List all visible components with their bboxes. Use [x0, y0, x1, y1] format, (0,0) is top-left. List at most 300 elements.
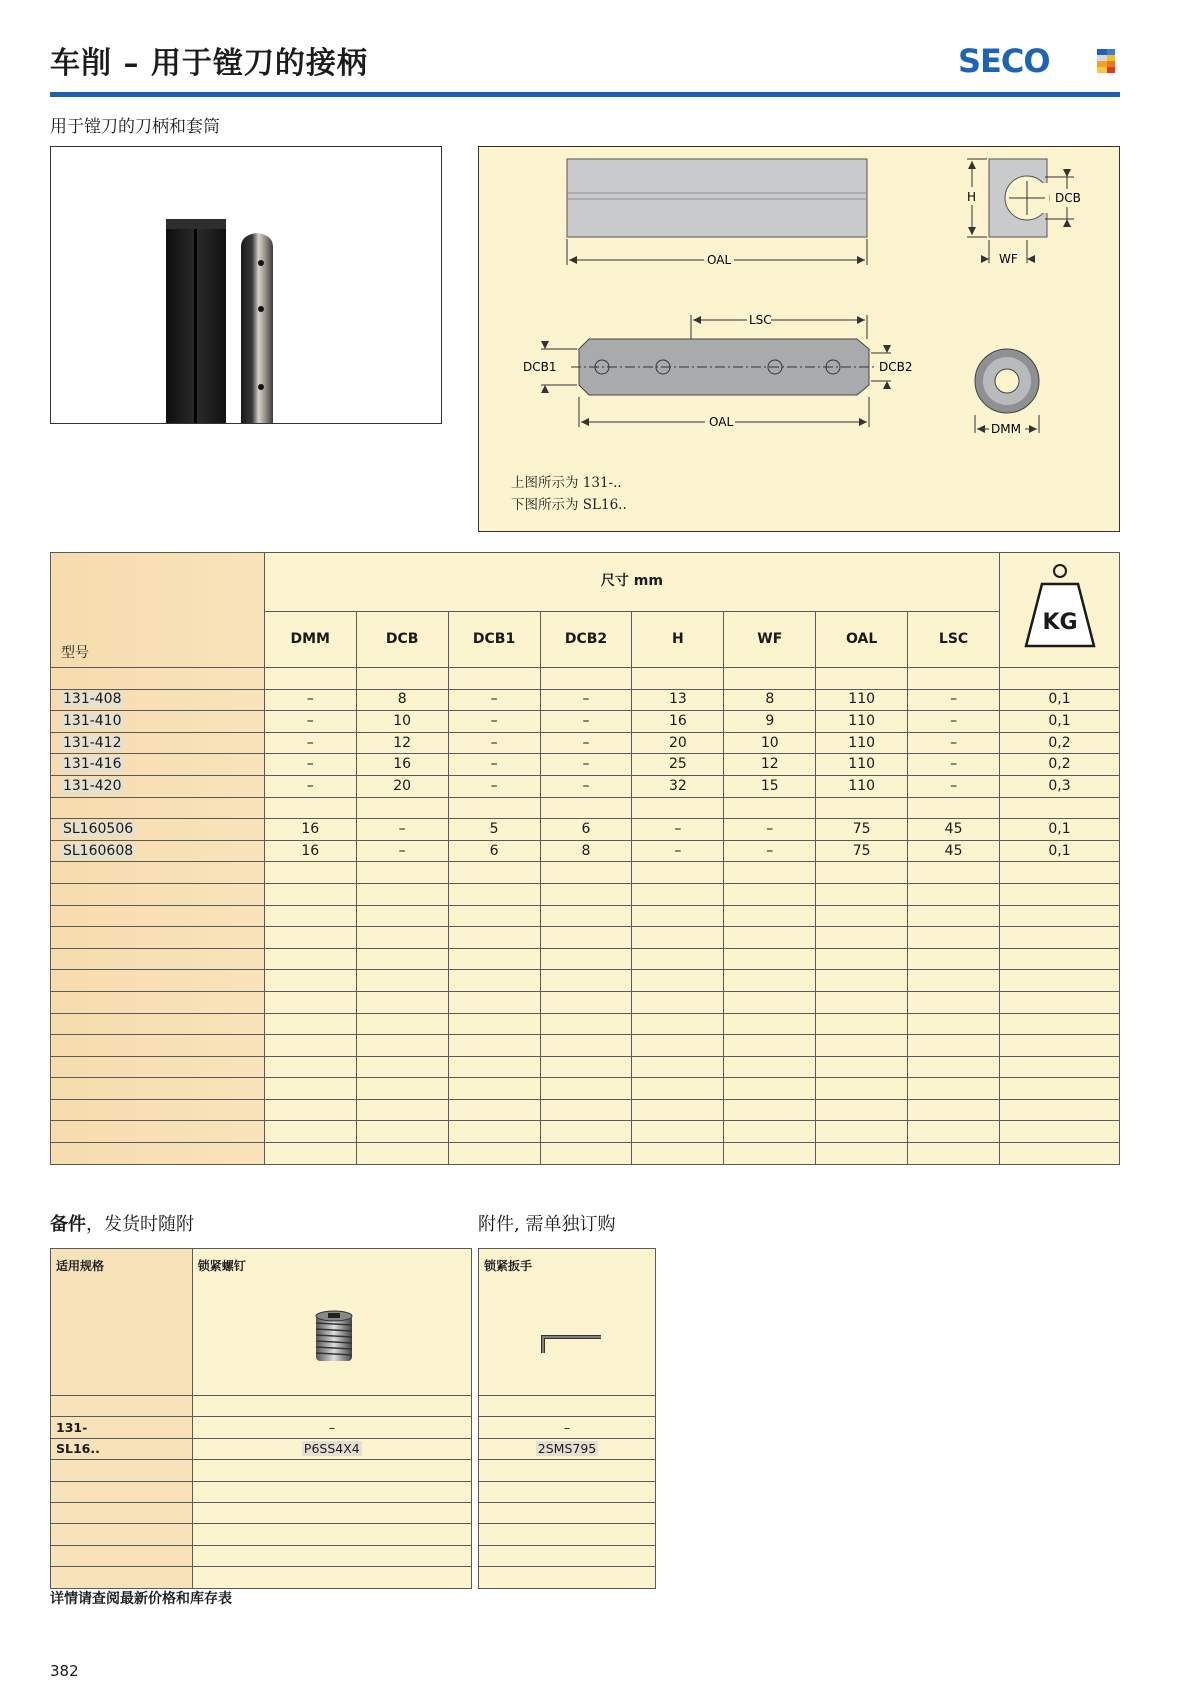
empty-cell — [51, 1121, 265, 1143]
empty-cell — [632, 1013, 724, 1035]
value-cell-h: 32 — [632, 775, 724, 797]
screw-header-label: 锁紧螺钉 — [197, 1259, 246, 1273]
empty-cell — [908, 991, 1000, 1013]
empty-cell — [1000, 668, 1120, 690]
model-cell — [51, 754, 265, 776]
empty-cell — [724, 1056, 816, 1078]
column-header-dcb2: DCB2 — [540, 611, 632, 667]
empty-cell — [356, 1121, 448, 1143]
empty-cell — [724, 668, 816, 690]
sleeve-image — [241, 233, 273, 423]
value-cell-h: – — [632, 819, 724, 841]
empty-cell — [479, 1396, 656, 1417]
value-cell-h: 20 — [632, 732, 724, 754]
empty-cell — [479, 1545, 656, 1566]
empty-cell — [1000, 991, 1120, 1013]
empty-cell — [1000, 1099, 1120, 1121]
value-cell-lsc: – — [908, 711, 1000, 733]
empty-cell — [479, 1524, 656, 1545]
table-row-empty — [51, 905, 1120, 927]
spare-row-empty — [51, 1460, 472, 1481]
accessory-row-empty — [479, 1481, 656, 1502]
table-row — [51, 775, 1120, 797]
empty-cell — [908, 1078, 1000, 1100]
spare-row-empty — [51, 1545, 472, 1566]
empty-cell — [356, 970, 448, 992]
screw-code: – — [328, 1420, 335, 1436]
empty-cell — [51, 1524, 193, 1545]
empty-cell — [908, 948, 1000, 970]
column-header-dcb: DCB — [356, 611, 448, 667]
value-cell-oal: 75 — [816, 840, 908, 862]
empty-cell — [1000, 970, 1120, 992]
shank-side-view — [567, 159, 867, 267]
label-wf: WF — [999, 252, 1018, 266]
spare-row-empty — [51, 1396, 472, 1417]
weight-cell: 0,1 — [1000, 819, 1120, 841]
spare-parts-table — [50, 1248, 472, 1589]
empty-cell — [1000, 1121, 1120, 1143]
label-oal-bottom: OAL — [709, 415, 734, 429]
empty-cell — [816, 883, 908, 905]
empty-cell — [1000, 862, 1120, 884]
value-cell-oal: 110 — [816, 689, 908, 711]
empty-cell — [816, 1143, 908, 1165]
empty-cell — [908, 1035, 1000, 1057]
empty-cell — [448, 1121, 540, 1143]
spare-row-empty — [51, 1481, 472, 1502]
empty-cell — [540, 927, 632, 949]
empty-cell — [1000, 1078, 1120, 1100]
empty-cell — [51, 970, 265, 992]
empty-cell — [51, 927, 265, 949]
empty-cell — [356, 1035, 448, 1057]
value-cell-dcb: 16 — [356, 754, 448, 776]
value-cell-wf: – — [724, 819, 816, 841]
value-cell-dcb2: 8 — [540, 840, 632, 862]
accessory-row — [479, 1438, 656, 1459]
value-cell-dcb1: – — [448, 711, 540, 733]
empty-cell — [724, 970, 816, 992]
empty-cell — [908, 1143, 1000, 1165]
empty-cell — [448, 970, 540, 992]
spare-parts-title-bold: 备件 — [50, 1214, 86, 1235]
accessories-title: 附件, 需单独订购 — [478, 1214, 616, 1235]
model-code: 131-412 — [63, 734, 122, 751]
empty-cell — [192, 1545, 471, 1566]
note-lower: 下图所示为 SL16.. — [511, 497, 627, 513]
empty-cell — [51, 1460, 193, 1481]
label-dcb2: DCB2 — [879, 360, 913, 374]
empty-cell — [264, 883, 356, 905]
empty-cell — [816, 1078, 908, 1100]
empty-cell — [724, 1143, 816, 1165]
value-cell-wf: 10 — [724, 732, 816, 754]
value-cell-dmm: – — [264, 732, 356, 754]
empty-cell — [540, 1099, 632, 1121]
fit-header: 适用规格 — [51, 1249, 193, 1396]
screw-code: P6SS4X4 — [303, 1441, 360, 1457]
section-subtitle: 用于镗刀的刀柄和套筒 — [50, 117, 220, 137]
column-header-oal: OAL — [816, 611, 908, 667]
empty-cell — [51, 1396, 193, 1417]
screw-cell — [192, 1417, 471, 1438]
empty-cell — [264, 668, 356, 690]
table-row — [51, 689, 1120, 711]
empty-cell — [632, 1121, 724, 1143]
spare-row-empty — [51, 1524, 472, 1545]
spare-row-empty — [51, 1567, 472, 1588]
column-header-h: H — [632, 611, 724, 667]
empty-cell — [448, 905, 540, 927]
empty-cell — [51, 1078, 265, 1100]
value-cell-dmm: – — [264, 775, 356, 797]
empty-cell — [816, 1035, 908, 1057]
label-oal-top: OAL — [707, 253, 732, 267]
shank-end-view — [967, 159, 1081, 266]
screw-cell — [192, 1438, 471, 1459]
table-row-empty — [51, 797, 1120, 819]
empty-cell — [356, 1099, 448, 1121]
empty-cell — [816, 991, 908, 1013]
empty-cell — [448, 1078, 540, 1100]
empty-cell — [724, 1013, 816, 1035]
empty-cell — [264, 862, 356, 884]
empty-cell — [816, 1121, 908, 1143]
empty-cell — [908, 970, 1000, 992]
empty-cell — [632, 991, 724, 1013]
empty-cell — [816, 1056, 908, 1078]
screw-header — [192, 1249, 471, 1396]
column-header-dcb1: DCB1 — [448, 611, 540, 667]
empty-cell — [264, 1121, 356, 1143]
value-cell-dcb1: 6 — [448, 840, 540, 862]
spare-row — [51, 1438, 472, 1459]
empty-cell — [51, 1013, 265, 1035]
model-cell — [51, 819, 265, 841]
page-number: 382 — [50, 1662, 79, 1680]
fit-cell: 131- — [51, 1417, 193, 1438]
column-header-dmm: DMM — [264, 611, 356, 667]
weight-cell: 0,1 — [1000, 689, 1120, 711]
empty-cell — [1000, 797, 1120, 819]
empty-cell — [264, 1035, 356, 1057]
empty-cell — [908, 1121, 1000, 1143]
key-cell — [479, 1438, 656, 1459]
value-cell-wf: 12 — [724, 754, 816, 776]
empty-cell — [1000, 883, 1120, 905]
empty-cell — [632, 668, 724, 690]
value-cell-dcb: 20 — [356, 775, 448, 797]
label-dcb: DCB — [1055, 191, 1081, 205]
empty-cell — [908, 668, 1000, 690]
table-row-empty — [51, 668, 1120, 690]
page-title: 车削 – 用于镗刀的接柄 — [50, 46, 368, 81]
table-row-empty — [51, 883, 1120, 905]
empty-cell — [908, 797, 1000, 819]
empty-cell — [1000, 948, 1120, 970]
empty-cell — [264, 1013, 356, 1035]
empty-cell — [51, 1502, 193, 1523]
empty-cell — [632, 927, 724, 949]
empty-cell — [356, 1078, 448, 1100]
empty-cell — [356, 991, 448, 1013]
empty-cell — [192, 1481, 471, 1502]
empty-cell — [816, 905, 908, 927]
table-row-empty — [51, 1121, 1120, 1143]
value-cell-wf: – — [724, 840, 816, 862]
weight-kg-icon — [1022, 562, 1098, 654]
empty-cell — [632, 905, 724, 927]
empty-cell — [448, 1099, 540, 1121]
empty-cell — [479, 1481, 656, 1502]
empty-cell — [632, 1056, 724, 1078]
empty-cell — [192, 1567, 471, 1588]
value-cell-dmm: – — [264, 689, 356, 711]
accessory-row-empty — [479, 1524, 656, 1545]
value-cell-lsc: 45 — [908, 840, 1000, 862]
accessories-table — [478, 1248, 656, 1589]
hex-key-icon — [537, 1329, 607, 1359]
value-cell-h: 25 — [632, 754, 724, 776]
value-cell-h: 16 — [632, 711, 724, 733]
empty-cell — [724, 991, 816, 1013]
value-cell-dmm: – — [264, 754, 356, 776]
empty-cell — [264, 970, 356, 992]
empty-cell — [479, 1567, 656, 1588]
product-photo — [50, 146, 442, 424]
empty-cell — [264, 797, 356, 819]
spare-parts-title — [50, 1210, 194, 1236]
empty-cell — [51, 1143, 265, 1165]
value-cell-dcb2: – — [540, 689, 632, 711]
table-row-empty — [51, 927, 1120, 949]
empty-cell — [448, 927, 540, 949]
empty-cell — [192, 1524, 471, 1545]
empty-cell — [724, 862, 816, 884]
empty-cell — [51, 991, 265, 1013]
model-code: 131-408 — [63, 691, 122, 708]
model-cell — [51, 775, 265, 797]
empty-cell — [540, 970, 632, 992]
empty-cell — [51, 668, 265, 690]
value-cell-dcb2: – — [540, 754, 632, 776]
weight-cell: 0,1 — [1000, 711, 1120, 733]
accessory-row-empty — [479, 1567, 656, 1588]
value-cell-dcb2: 6 — [540, 819, 632, 841]
spare-row-empty — [51, 1502, 472, 1523]
dimension-header: 尺寸 mm — [264, 553, 999, 612]
weight-cell: 0,2 — [1000, 754, 1120, 776]
value-cell-oal: 110 — [816, 775, 908, 797]
empty-cell — [51, 1481, 193, 1502]
empty-cell — [356, 862, 448, 884]
empty-cell — [448, 883, 540, 905]
weight-cell: 0,3 — [1000, 775, 1120, 797]
empty-cell — [540, 862, 632, 884]
empty-cell — [908, 862, 1000, 884]
empty-cell — [51, 905, 265, 927]
value-cell-oal: 110 — [816, 754, 908, 776]
label-dmm: DMM — [991, 422, 1021, 436]
table-row — [51, 840, 1120, 862]
kg-label: KG — [1041, 610, 1078, 635]
empty-cell — [724, 1035, 816, 1057]
empty-cell — [448, 1056, 540, 1078]
table-row-empty — [51, 991, 1120, 1013]
empty-cell — [816, 797, 908, 819]
table-row — [51, 732, 1120, 754]
value-cell-h: 13 — [632, 689, 724, 711]
value-cell-wf: 8 — [724, 689, 816, 711]
value-cell-wf: 9 — [724, 711, 816, 733]
value-cell-dcb1: – — [448, 689, 540, 711]
empty-cell — [264, 1143, 356, 1165]
value-cell-dcb2: – — [540, 732, 632, 754]
empty-cell — [540, 948, 632, 970]
table-row-empty — [51, 948, 1120, 970]
empty-cell — [264, 1078, 356, 1100]
value-cell-dcb: 10 — [356, 711, 448, 733]
table-row-empty — [51, 1056, 1120, 1078]
empty-cell — [816, 1099, 908, 1121]
label-dcb1: DCB1 — [523, 360, 557, 374]
value-cell-dmm: – — [264, 711, 356, 733]
value-cell-oal: 110 — [816, 711, 908, 733]
dimension-table — [50, 552, 1120, 1165]
empty-cell — [632, 948, 724, 970]
empty-cell — [632, 883, 724, 905]
model-header: 型号 — [51, 553, 265, 668]
empty-cell — [356, 797, 448, 819]
table-row-empty — [51, 862, 1120, 884]
empty-cell — [816, 668, 908, 690]
empty-cell — [51, 948, 265, 970]
empty-cell — [448, 1035, 540, 1057]
spare-row — [51, 1417, 472, 1438]
table-row-empty — [51, 1013, 1120, 1035]
empty-cell — [448, 797, 540, 819]
empty-cell — [632, 1099, 724, 1121]
empty-cell — [540, 1056, 632, 1078]
seco-logo — [958, 40, 1118, 80]
empty-cell — [192, 1502, 471, 1523]
empty-cell — [356, 948, 448, 970]
empty-cell — [632, 1035, 724, 1057]
empty-cell — [540, 1121, 632, 1143]
empty-cell — [356, 1013, 448, 1035]
accessory-row-empty — [479, 1460, 656, 1481]
table-row-empty — [51, 1099, 1120, 1121]
empty-cell — [816, 970, 908, 992]
empty-cell — [51, 1056, 265, 1078]
value-cell-dcb1: – — [448, 732, 540, 754]
key-code: 2SMS795 — [537, 1441, 597, 1457]
empty-cell — [1000, 1056, 1120, 1078]
empty-cell — [724, 1078, 816, 1100]
empty-cell — [540, 883, 632, 905]
empty-cell — [264, 991, 356, 1013]
value-cell-dcb1: – — [448, 754, 540, 776]
empty-cell — [1000, 905, 1120, 927]
accessory-row-empty — [479, 1545, 656, 1566]
empty-cell — [356, 883, 448, 905]
empty-cell — [1000, 1143, 1120, 1165]
value-cell-dcb: 8 — [356, 689, 448, 711]
empty-cell — [540, 797, 632, 819]
empty-cell — [908, 1099, 1000, 1121]
key-cell — [479, 1417, 656, 1438]
empty-cell — [724, 797, 816, 819]
empty-cell — [816, 948, 908, 970]
empty-cell — [908, 883, 1000, 905]
value-cell-dcb1: – — [448, 775, 540, 797]
empty-cell — [448, 1013, 540, 1035]
value-cell-dcb: – — [356, 840, 448, 862]
empty-cell — [540, 1143, 632, 1165]
table-row — [51, 711, 1120, 733]
weight-header — [1000, 553, 1120, 668]
accessory-row — [479, 1417, 656, 1438]
empty-cell — [51, 1545, 193, 1566]
value-cell-dcb: – — [356, 819, 448, 841]
empty-cell — [632, 797, 724, 819]
weight-cell: 0,2 — [1000, 732, 1120, 754]
empty-cell — [479, 1502, 656, 1523]
empty-cell — [632, 862, 724, 884]
empty-cell — [540, 668, 632, 690]
empty-cell — [264, 927, 356, 949]
empty-cell — [51, 1567, 193, 1588]
value-cell-wf: 15 — [724, 775, 816, 797]
value-cell-lsc: – — [908, 732, 1000, 754]
footnote: 详情请查阅最新价格和库存表 — [50, 1591, 232, 1607]
empty-cell — [632, 970, 724, 992]
value-cell-dmm: 16 — [264, 819, 356, 841]
empty-cell — [448, 991, 540, 1013]
value-cell-dcb2: – — [540, 711, 632, 733]
empty-cell — [540, 1035, 632, 1057]
spare-parts-title-rest: ，发货时随附 — [86, 1214, 194, 1235]
value-cell-h: – — [632, 840, 724, 862]
accessory-row-empty — [479, 1396, 656, 1417]
empty-cell — [51, 1099, 265, 1121]
empty-cell — [724, 948, 816, 970]
fit-cell: SL16.. — [51, 1438, 193, 1459]
label-lsc: LSC — [749, 313, 772, 327]
empty-cell — [448, 948, 540, 970]
key-header-label: 锁紧扳手 — [484, 1259, 533, 1273]
value-cell-lsc: – — [908, 775, 1000, 797]
label-h: H — [967, 190, 977, 204]
empty-cell — [724, 1099, 816, 1121]
key-code: – — [563, 1420, 571, 1436]
table-row — [51, 819, 1120, 841]
table-row-empty — [51, 1035, 1120, 1057]
empty-cell — [908, 1013, 1000, 1035]
empty-cell — [448, 862, 540, 884]
empty-cell — [51, 883, 265, 905]
dimension-diagram — [478, 146, 1120, 532]
accessory-row-empty — [479, 1502, 656, 1523]
empty-cell — [356, 1143, 448, 1165]
empty-cell — [724, 927, 816, 949]
empty-cell — [540, 1013, 632, 1035]
empty-cell — [264, 1099, 356, 1121]
empty-cell — [724, 1121, 816, 1143]
empty-cell — [264, 905, 356, 927]
value-cell-lsc: 45 — [908, 819, 1000, 841]
